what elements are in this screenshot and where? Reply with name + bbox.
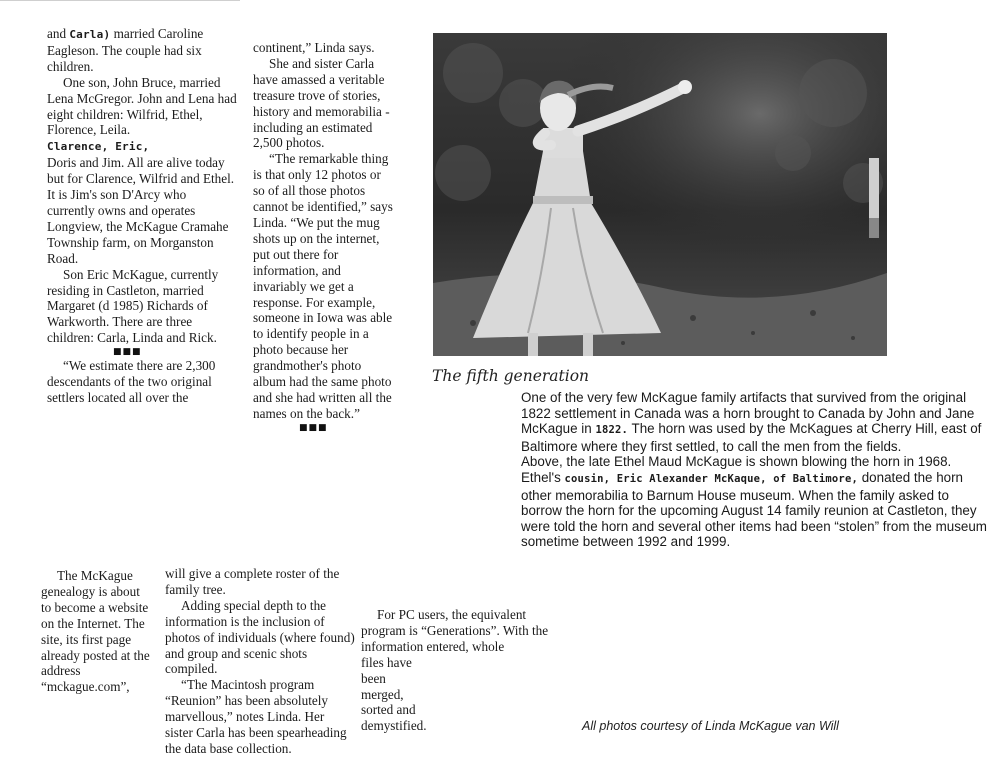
handwritten-insert: 1822. — [595, 424, 629, 437]
paragraph: and Carla) married Caroline Eagleson. The couple had six children. — [47, 26, 204, 74]
paragraph: She and sister Carla have amassed a veritable treasure trove of stories, history and memorabilia - including an estimated 2,500 photos. — [253, 55, 390, 151]
photo-caption — [521, 390, 987, 550]
paragraph-continued: files have been merged, sorted and demystified. — [361, 654, 427, 734]
paragraph: will give a complete roster of the family tree. — [165, 566, 340, 597]
bottom-column-2 — [165, 566, 355, 757]
paragraph: One son, John Bruce, married Lena McGregor. John and Lena had eight children: Wilfrid, Ethel, Florence, Leila. Clarence, Eric, Doris and Jim. All are alive today but for Clarence, Wilfrid and Ethel. It is Jim's son D'Arcy who currently owns and operates Longview, the McKague Cramahe Township farm, on Morganston Road. — [47, 74, 237, 266]
section-separator: ■■■ — [113, 347, 142, 358]
paragraph: The McKague genealogy is about to become a website on the Internet. The site, its first page already posted at the address “mckague.com”, — [41, 568, 150, 695]
photo-caption-title: The fifth generation — [432, 367, 590, 385]
handwritten-insert: Carla) — [69, 28, 111, 41]
handwritten-insert: Clarence, Eric, — [47, 140, 150, 154]
paragraph: “The remarkable thing is that only 12 photos or so of all those photos cannot be identified,” says Linda. “We put the mug shots up on the internet, put out there for information, and invariably we get a response. For example, someone in Iowa was able to identify people in a photo because her grandmother's photo album had the same photo and she had written all the names on the back.” — [253, 151, 393, 421]
caption-paragraph: Above, the late Ethel Maud McKague is shown blowing the horn in 1968. Ethel's cousin, Eric Alexander McKaque, of Baltimore, donated the horn other memorabilia to Barnum House museum. When the family asked to borrow the horn for the upcoming August 14 family reunion at Castleton, they were told the horn and several other items had been “stolen” from the museum sometime between 1992 and 1999. — [521, 454, 987, 550]
scan-edge-top — [0, 0, 240, 1]
section-separator: ■■■ — [299, 422, 328, 433]
bottom-column-1 — [41, 568, 151, 695]
paragraph: “The Macintosh program “Reunion” has been absolutely marvellous,” notes Linda. Her sister Carla has been spearheading the data base collection. — [165, 677, 347, 756]
handwritten-insert: cousin, Eric Alexander McKaque, of Baltimore, — [564, 472, 858, 485]
bottom-column-3 — [361, 607, 561, 734]
photo-credit: All photos courtesy of Linda McKague van Will — [582, 719, 839, 733]
paragraph: continent,” Linda says. — [253, 40, 375, 55]
paragraph: For PC users, the equivalent program is “Generations”. With the information entered, whole — [361, 607, 549, 654]
paragraph: Son Eric McKague, currently residing in Castleton, married Margaret (d 1985) Richards of Warkworth. There are three children: Carla, Linda and Rick. — [47, 266, 219, 346]
caption-paragraph: One of the very few McKague family artifacts that survived from the original 1822 settlement in Canada was a horn brought to Canada by John and Jane McKague in 1822. The horn was used by the McKagues at Cherry Hill, east of Baltimore where they first settled, to call the men from the fields. — [521, 390, 982, 454]
photo-illustration — [433, 33, 887, 356]
photo-woman-blowing-horn — [433, 33, 887, 356]
paragraph: Adding special depth to the information is the inclusion of photos of individuals (where found) and group and scenic shots compiled. — [165, 597, 355, 677]
article-column-1 — [47, 26, 237, 406]
paragraph: “We estimate there are 2,300 descendants of the two original settlers located all over the — [47, 358, 216, 405]
article-column-2 — [253, 40, 393, 434]
